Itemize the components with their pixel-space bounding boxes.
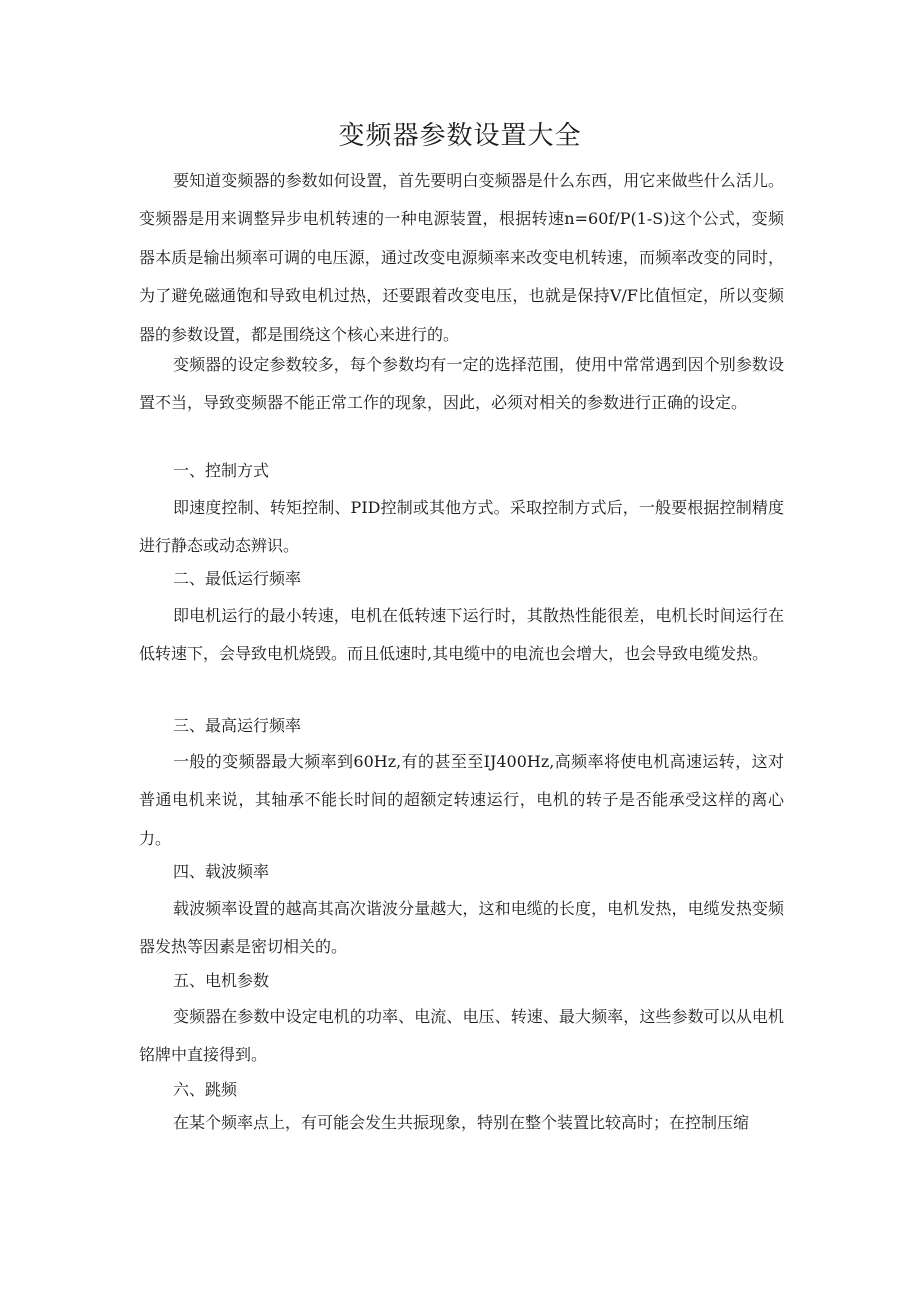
section-text-motor-parameters: 变频器在参数中设定电机的功率、电流、电压、转速、最大频率，这些参数可以从电机铭牌中直接得到。: [139, 1007, 784, 1065]
section-text-skip-frequency: 在某个频率点上，有可能会发生共振现象，特别在整个装置比较高时；在控制压缩: [173, 1113, 750, 1132]
section-text-carrier-frequency: 载波频率设置的越高其高次谐波分量越大，这和电缆的长度，电机发热，电缆发热变频器发热等因素是密切相关的。: [139, 899, 784, 957]
document-title: 变频器参数设置大全: [338, 121, 582, 151]
section-text-max-frequency: 一般的变频器最大频率到60Hz,有的甚至至IJ400Hz,高频率将使电机高速运转，这对普通电机来说，其轴承不能长时间的超额定转速运行，电机的转子是否能承受这样的离心力。: [139, 752, 784, 848]
section-heading-max-frequency: 三、最高运行频率: [173, 716, 302, 735]
intro-paragraph-1: 要知道变频器的参数如何设置，首先要明白变频器是什么东西，用它来做些什么活儿。变频器是用来调整异步电机转速的一种电源装置，根据转速n=60f/P(1-S)这个公式，变频器本质是输出频率可调的电压源，通过改变电源频率来改变电机转速，而频率改变的同时，为了避免磁通饱和导致电机过热，还要跟着改变电压，也就是保持V/F比值恒定，所以变频器的参数设置，都是围绕这个核心来进行的。: [139, 171, 784, 344]
section-text-control-mode: 即速度控制、转矩控制、PID控制或其他方式。采取控制方式后，一般要根据控制精度进行静态或动态辨识。: [139, 498, 784, 556]
section-heading-motor-parameters: 五、电机参数: [173, 971, 270, 990]
section-heading-carrier-frequency: 四、载波频率: [173, 862, 270, 881]
section-text-min-frequency: 即电机运行的最小转速，电机在低转速下运行时，其散热性能很差，电机长时间运行在低转速下，会导致电机烧毁。而且低速时,其电缆中的电流也会增大，也会导致电缆发热。: [139, 606, 784, 664]
section-heading-control-mode: 一、控制方式: [173, 461, 270, 480]
section-heading-skip-frequency: 六、跳频: [173, 1080, 238, 1099]
section-heading-min-frequency: 二、最低运行频率: [173, 569, 302, 588]
intro-paragraph-2: 变频器的设定参数较多，每个参数均有一定的选择范围，使用中常常遇到因个别参数设置不当，导致变频器不能正常工作的现象，因此，必须对相关的参数进行正确的设定。: [139, 355, 784, 413]
